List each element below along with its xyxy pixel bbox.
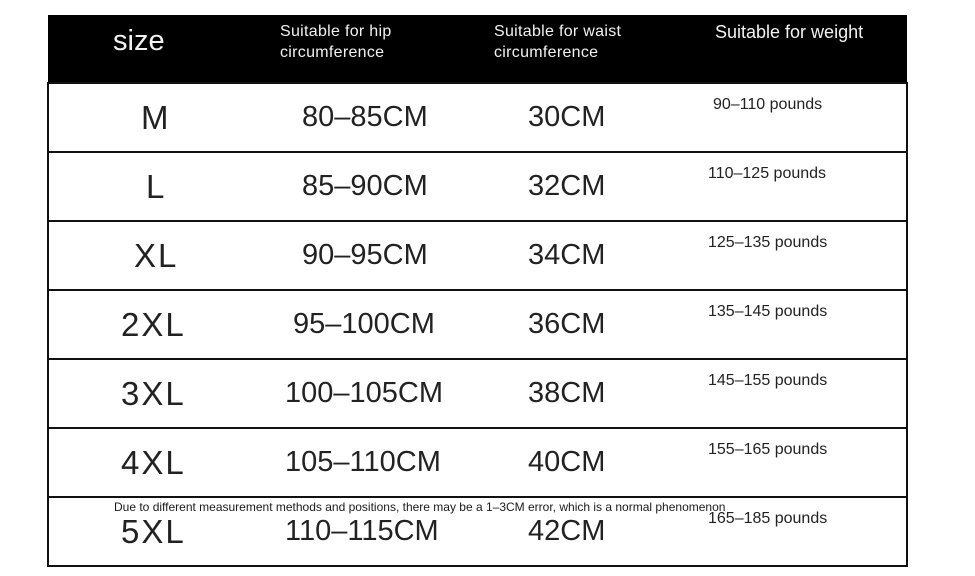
waist-cell: 32CM: [476, 152, 690, 221]
size-cell: XL: [48, 221, 262, 290]
size-cell: L: [48, 152, 262, 221]
header-size: size: [48, 15, 262, 83]
header-waist-circumference: Suitable for waist circumference: [476, 15, 690, 83]
size-cell: 3XL: [48, 359, 262, 428]
weight-cell: 145–155 pounds: [690, 359, 907, 428]
weight-cell: 110–125 pounds: [690, 152, 907, 221]
waist-cell: 42CM: [476, 497, 690, 566]
hip-cell: 80–85CM: [262, 83, 476, 152]
table-row: [48, 290, 907, 359]
waist-cell: 38CM: [476, 359, 690, 428]
weight-cell: 165–185 pounds: [690, 497, 907, 566]
size-cell: 2XL: [48, 290, 262, 359]
table-row: [48, 152, 907, 221]
header-hip-circumference: Suitable for hip circumference: [262, 15, 476, 83]
weight-cell: 125–135 pounds: [690, 221, 907, 290]
waist-cell: 34CM: [476, 221, 690, 290]
size-cell: 4XL: [48, 428, 262, 497]
hip-cell: 110–115CM: [262, 497, 476, 566]
weight-cell: 90–110 pounds: [690, 83, 907, 152]
weight-cell: 155–165 pounds: [690, 428, 907, 497]
hip-cell: 100–105CM: [262, 359, 476, 428]
weight-cell: 135–145 pounds: [690, 290, 907, 359]
hip-cell: 85–90CM: [262, 152, 476, 221]
measurement-note: Due to different measurement methods and positions, there may be a 1–3CM error, which is a normal phenomenon: [114, 500, 726, 514]
table-row: [48, 428, 907, 497]
header-weight: Suitable for weight: [690, 15, 907, 83]
table-row: [48, 221, 907, 290]
waist-cell: 30CM: [476, 83, 690, 152]
header-row: [48, 15, 907, 83]
table-row: [48, 359, 907, 428]
size-cell: 5XL: [48, 497, 262, 566]
waist-cell: 36CM: [476, 290, 690, 359]
hip-cell: 90–95CM: [262, 221, 476, 290]
waist-cell: 40CM: [476, 428, 690, 497]
hip-cell: 105–110CM: [262, 428, 476, 497]
table-row: [48, 83, 907, 152]
size-chart-table: [47, 15, 908, 567]
hip-cell: 95–100CM: [262, 290, 476, 359]
size-cell: M: [48, 83, 262, 152]
